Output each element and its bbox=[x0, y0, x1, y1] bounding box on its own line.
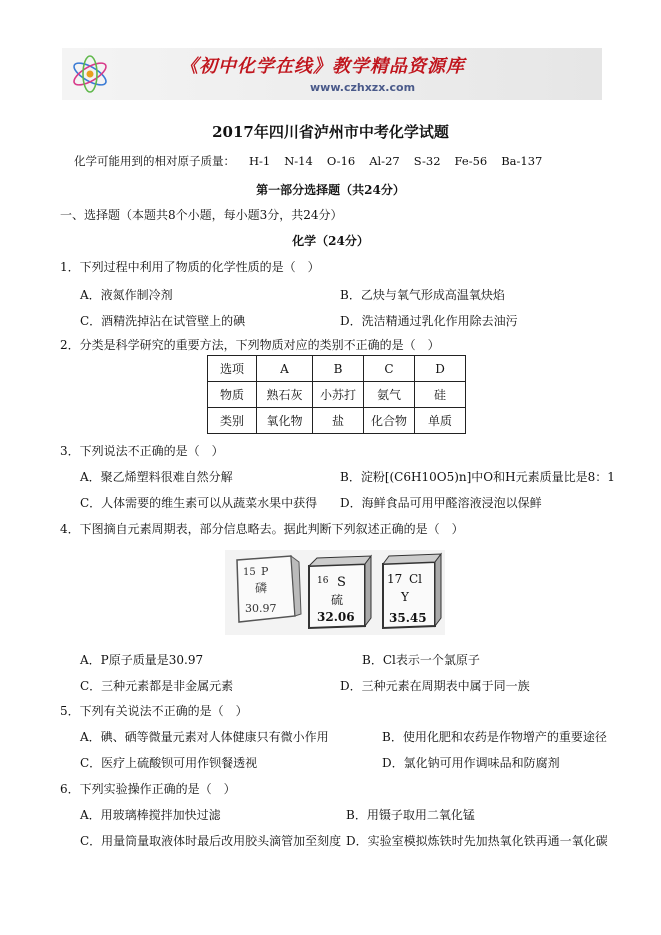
question-3-option-d: D．海鲜食品可用甲醛溶液浸泡以保鲜 bbox=[340, 496, 542, 510]
table-cell: 氧化物 bbox=[257, 408, 313, 434]
table-cell: D bbox=[415, 356, 466, 382]
element-cl-symbol: Cl bbox=[409, 572, 423, 586]
element-s-mass: 32.06 bbox=[317, 610, 355, 624]
element-s-number: 16 bbox=[317, 576, 329, 586]
atomic-mass-value: H-1 bbox=[249, 154, 271, 168]
subject-title: 化学（24分） bbox=[292, 234, 369, 248]
element-card-s bbox=[309, 556, 371, 628]
atomic-masses bbox=[74, 153, 542, 169]
atomic-mass-value: Al-27 bbox=[369, 154, 400, 168]
table-cell: 盐 bbox=[313, 408, 364, 434]
question-3-option-b: B．淀粉[(C6H10O5)n]中O和H元素质量比是8：1 bbox=[340, 470, 615, 484]
question-4-option-d: D．三种元素在周期表中属于同一族 bbox=[340, 679, 530, 693]
section-intro: 一、选择题（本题共8个小题，每小题3分，共24分） bbox=[60, 208, 343, 222]
atomic-mass-value: Ba-137 bbox=[501, 154, 543, 168]
question-6-option-d: D．实验室模拟炼铁时先加热氧化铁再通一氧化碳 bbox=[346, 834, 608, 848]
table-cell: 小苏打 bbox=[313, 382, 364, 408]
element-p-name: 磷 bbox=[255, 581, 268, 595]
question-4-option-b: B．Cl表示一个氯原子 bbox=[362, 653, 480, 667]
question-6-option-b: B．用镊子取用二氧化锰 bbox=[346, 808, 475, 822]
question-3-stem: 3．下列说法不正确的是（ ） bbox=[60, 444, 224, 458]
element-s-symbol: S bbox=[337, 575, 346, 590]
question-5-option-a: A．碘、硒等微量元素对人体健康只有微小作用 bbox=[80, 730, 329, 744]
atomic-masses-label: 化学可能用到的相对原子质量： bbox=[74, 154, 235, 168]
table-cell: A bbox=[257, 356, 313, 382]
element-cl-number: 17 bbox=[387, 572, 403, 586]
question-1-option-a: A．液氮作制冷剂 bbox=[80, 288, 173, 302]
periodic-table-image bbox=[225, 550, 445, 635]
table-row bbox=[208, 382, 466, 408]
element-card-p bbox=[237, 556, 301, 622]
table-cell: 氨气 bbox=[364, 382, 415, 408]
element-s-name: 硫 bbox=[331, 593, 344, 607]
question-1-stem: 1．下列过程中利用了物质的化学性质的是（ ） bbox=[60, 260, 320, 274]
element-p-number: 15 bbox=[243, 567, 256, 578]
question-1-option-b: B．乙炔与氧气形成高温氧炔焰 bbox=[340, 288, 505, 302]
question-1-option-c: C．酒精洗掉沾在试管壁上的碘 bbox=[80, 314, 246, 328]
question-2-stem: 2．分类是科学研究的重要方法，下列物质对应的类别不正确的是（ ） bbox=[60, 338, 440, 352]
element-cl-mass: 35.45 bbox=[389, 611, 427, 625]
question-5-option-c: C．医疗上硫酸钡可用作钡餐透视 bbox=[80, 756, 258, 770]
banner-url[interactable]: www.czhxzx.com bbox=[310, 81, 416, 94]
table-cell: B bbox=[313, 356, 364, 382]
table-cell: 熟石灰 bbox=[257, 382, 313, 408]
part-title: 第一部分选择题（共24分） bbox=[256, 183, 405, 197]
banner-title: 《初中化学在线》教学精品资源库 bbox=[180, 56, 465, 77]
atomic-mass-value: Fe-56 bbox=[454, 154, 488, 168]
table-cell: 化合物 bbox=[364, 408, 415, 434]
question-5-stem: 5．下列有关说法不正确的是（ ） bbox=[60, 704, 248, 718]
atomic-mass-value: S-32 bbox=[413, 154, 441, 168]
periodic-table-excerpt bbox=[225, 550, 445, 635]
element-cl-name: Y bbox=[401, 590, 409, 604]
table-cell: 类别 bbox=[208, 408, 257, 434]
question-4-option-c: C．三种元素都是非金属元素 bbox=[80, 679, 234, 693]
classification-table bbox=[207, 355, 466, 434]
table-cell: 物质 bbox=[208, 382, 257, 408]
table-row bbox=[208, 356, 466, 382]
element-p-symbol: P bbox=[261, 565, 269, 578]
atomic-mass-value: N-14 bbox=[284, 154, 313, 168]
question-5-option-d: D．氯化钠可用作调味品和防腐剂 bbox=[382, 756, 560, 770]
question-3-option-a: A．聚乙烯塑料很难自然分解 bbox=[80, 470, 233, 484]
question-1-option-d: D．洗洁精通过乳化作用除去油污 bbox=[340, 314, 518, 328]
element-card-cl bbox=[383, 554, 441, 628]
question-6-stem: 6．下列实验操作正确的是（ ） bbox=[60, 782, 236, 796]
table-row bbox=[208, 408, 466, 434]
question-4-option-a: A．P原子质量是30.97 bbox=[80, 653, 204, 667]
table-cell: 硅 bbox=[415, 382, 466, 408]
page-title: 2017年四川省泸州市中考化学试题 bbox=[212, 123, 449, 141]
table-cell: 选项 bbox=[208, 356, 257, 382]
question-4-stem: 4．下图摘自元素周期表，部分信息略去。据此判断下列叙述正确的是（ ） bbox=[60, 522, 464, 536]
question-5-option-b: B．使用化肥和农药是作物增产的重要途径 bbox=[382, 730, 607, 744]
element-p-mass: 30.97 bbox=[245, 602, 277, 615]
atomic-mass-value: O-16 bbox=[326, 154, 356, 168]
question-6-option-c: C．用量筒量取液体时最后改用胶头滴管加至刻度 bbox=[80, 834, 342, 848]
question-6-option-a: A．用玻璃棒搅拌加快过滤 bbox=[80, 808, 221, 822]
table-cell: C bbox=[364, 356, 415, 382]
table-cell: 单质 bbox=[415, 408, 466, 434]
question-3-option-c: C．人体需要的维生素可以从蔬菜水果中获得 bbox=[80, 496, 318, 510]
